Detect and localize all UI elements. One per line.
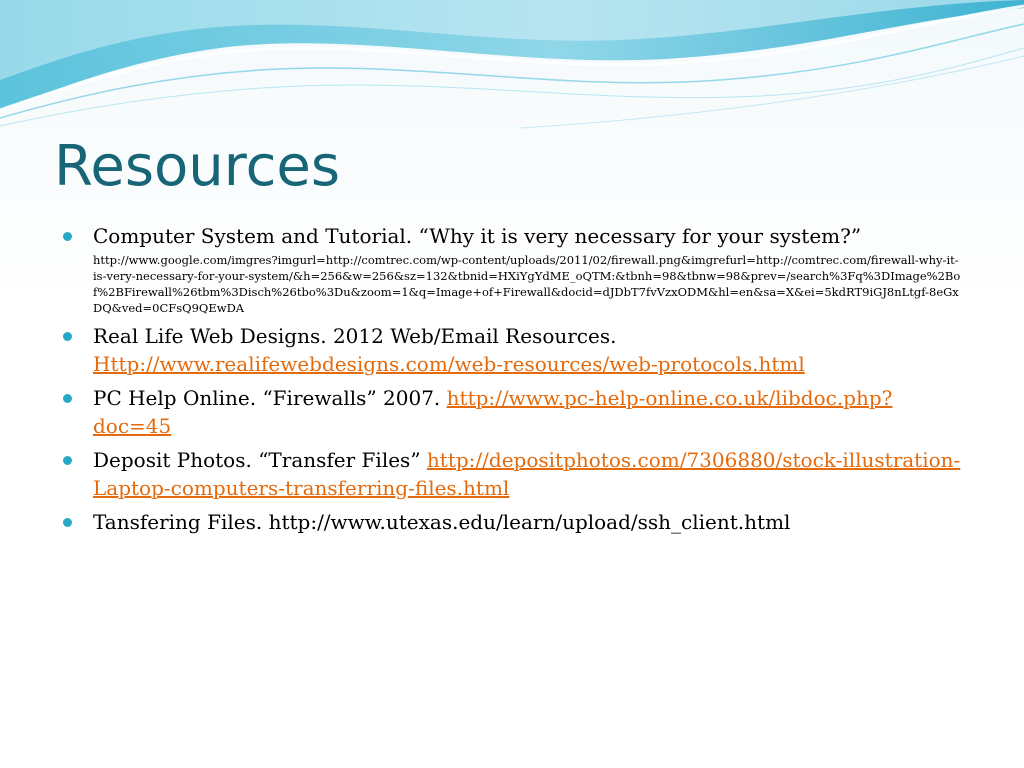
resource-item-deposit-photos [62, 446, 962, 502]
resource-url: http://www.google.com/imgres?imgurl=http://comtrec.com/wp-content/uploads/2011/02/firewall.png&imgrefurl=http://comtrec.com/firewall-why-it-is-very-necessary-for-your-system/&h=256&w=256&sz=132&tbnid=HXiYgYdME_oQTM:&tbnh=98&tbnw=98&prev=/search%3Fq%3DImage%2Bof%2BFirewall%26tbm%3Disch%26tbo%3Du&zoom=1&q=Image+of+Firewall&docid=dJDbT7fvVzxODM&hl=en&sa=X&ei=5kdRT9iGJ8nLtgf-8eGxDQ&ved=0CFsQ9QEwDA [93, 253, 961, 315]
bullet-icon [63, 394, 72, 403]
resource-item-pc-help-online [62, 384, 962, 440]
resource-list [62, 222, 962, 542]
resource-item-real-life-web-designs [62, 322, 962, 378]
resource-item-transferring-files [62, 508, 962, 536]
resource-text: PC Help Online. “Firewalls” 2007. [93, 386, 441, 410]
resource-link[interactable]: http://depositphotos.com/7306880/stock-illustration-Laptop-computers-transferring-files.html [93, 448, 961, 500]
resource-text: Computer System and Tutorial. “Why it is very necessary for your system?” [93, 224, 862, 248]
resource-link[interactable]: http://www.pc-help-online.co.uk/libdoc.php?doc=45 [93, 386, 893, 438]
resource-text: Deposit Photos. “Transfer Files” [93, 448, 421, 472]
header-wave-decoration [0, 0, 1024, 130]
bullet-icon [63, 232, 72, 241]
resource-text: Tansfering Files. http://www.utexas.edu/learn/upload/ssh_client.html [93, 510, 791, 534]
bullet-icon [63, 332, 72, 341]
slide-title: Resources [54, 134, 340, 199]
resource-text: Real Life Web Designs. 2012 Web/Email Resources. [93, 324, 617, 348]
bullet-icon [63, 518, 72, 527]
bullet-icon [63, 456, 72, 465]
resource-item-firewall-tutorial [62, 222, 962, 316]
resource-link[interactable]: Http://www.realifewebdesigns.com/web-resources/web-protocols.html [93, 352, 805, 376]
